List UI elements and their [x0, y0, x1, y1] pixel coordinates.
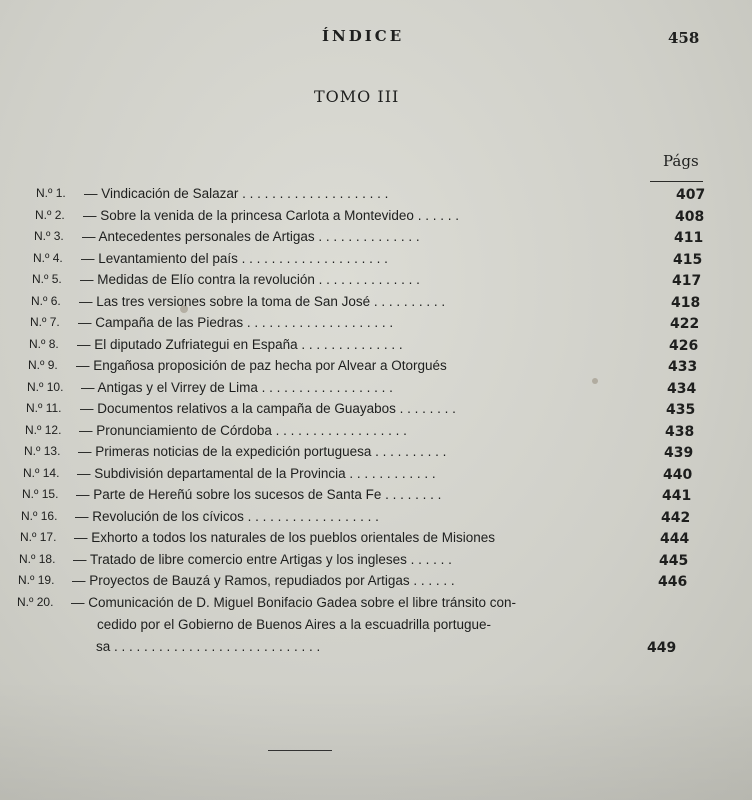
entry-page: 418	[671, 295, 701, 311]
entry-number: N.º 18.	[19, 552, 56, 566]
entry-title: — Pronunciamiento de Córdoba . . . . . . . . . . . . . . . . . .	[79, 423, 407, 438]
entry-title: — Subdivisión departamental de la Provincia . . . . . . . . . . . .	[77, 466, 436, 481]
toc-entry[interactable]	[24, 444, 694, 466]
entry-title: — Campaña de las Piedras . . . . . . . . . . . . . . . . . . . .	[78, 315, 394, 330]
entry-title: — Revolución de los cívicos . . . . . . . . . . . . . . . . . .	[75, 509, 379, 524]
entry-number: N.º 12.	[25, 423, 62, 437]
toc-entry[interactable]	[34, 229, 704, 251]
entry-number: N.º 16.	[21, 509, 58, 523]
toc-entry[interactable]	[20, 530, 690, 552]
entry-title: — Vindicación de Salazar . . . . . . . . . . . . . . . . . . . .	[84, 186, 389, 201]
entry-page: 441	[662, 488, 692, 504]
entry-title: — Sobre la venida de la princesa Carlota a Montevideo . . . . . .	[83, 208, 459, 223]
entry-number: N.º 7.	[30, 315, 60, 329]
entry-title: — El diputado Zufriategui en España . . . . . . . . . . . . . .	[77, 337, 403, 352]
entry-page: 411	[674, 230, 704, 246]
entry-title: — Proyectos de Bauzá y Ramos, repudiados por Artigas . . . . . .	[72, 573, 455, 588]
toc-entry[interactable]	[35, 208, 705, 230]
entry-number: N.º 11.	[26, 401, 62, 415]
entry-page: 438	[665, 424, 695, 440]
entry-number: N.º 15.	[22, 487, 59, 501]
entry-number: N.º 3.	[34, 229, 64, 243]
toc-entry[interactable]	[32, 272, 702, 294]
entry-page: 407	[676, 187, 706, 203]
entry-continuation-line: sa . . . . . . . . . . . . . . . . . . . . . . . . . . . .	[96, 639, 321, 654]
entry-number: N.º 1.	[36, 186, 66, 200]
toc-entry[interactable]	[23, 466, 693, 488]
entry-number: N.º 9.	[28, 358, 58, 372]
toc-entry[interactable]	[36, 186, 706, 208]
entry-title: — Medidas de Elío contra la revolución . . . . . . . . . . . . . .	[80, 272, 420, 287]
entry-page: 435	[666, 402, 696, 418]
entry-page: 422	[670, 316, 700, 332]
toc-entry[interactable]	[30, 315, 700, 337]
entry-page: 417	[672, 273, 702, 289]
toc-entry[interactable]	[26, 401, 696, 423]
entry-number: N.º 4.	[33, 251, 63, 265]
page-number: 458	[668, 29, 700, 47]
entry-title: — Antigas y el Virrey de Lima . . . . . . . . . . . . . . . . . .	[81, 380, 393, 395]
entry-page: 449	[647, 640, 677, 656]
running-head: ÍNDICE	[322, 27, 405, 45]
entry-title: — Comunicación de D. Miguel Bonifacio Gadea sobre el libre tránsito con-	[71, 595, 516, 610]
entry-page: 445	[659, 553, 689, 569]
volume-title: TOMO III	[314, 87, 400, 106]
entry-page: 415	[673, 252, 703, 268]
entry-page: 439	[664, 445, 694, 461]
toc-entry[interactable]	[25, 423, 695, 445]
entry-page: 426	[669, 338, 699, 354]
toc-entry[interactable]	[27, 380, 697, 402]
entry-page: 442	[661, 510, 691, 526]
entry-page: 433	[668, 359, 698, 375]
entry-title: — Parte de Hereñú sobre los sucesos de Santa Fe . . . . . . . .	[76, 487, 442, 502]
entry-number: N.º 2.	[35, 208, 65, 222]
entry-page: 444	[660, 531, 690, 547]
entry-number: N.º 14.	[23, 466, 60, 480]
entry-number: N.º 13.	[24, 444, 61, 458]
entry-title: — Tratado de libre comercio entre Artigas y los ingleses . . . . . .	[73, 552, 452, 567]
toc-entry[interactable]	[17, 595, 687, 617]
entry-title: — Las tres versiones sobre la toma de San José . . . . . . . . . .	[79, 294, 446, 309]
entry-title: — Primeras noticias de la expedición portuguesa . . . . . . . . . .	[78, 444, 447, 459]
entry-title: — Documentos relativos a la campaña de Guayabos . . . . . . . .	[80, 401, 456, 416]
entry-page: 446	[658, 574, 688, 590]
end-rule	[268, 750, 332, 751]
entry-number: N.º 6.	[31, 294, 61, 308]
entry-page: 440	[663, 467, 693, 483]
toc-entry[interactable]	[18, 573, 688, 595]
entry-continuation-line: cedido por el Gobierno de Buenos Aires a la escuadrilla portugue-	[97, 617, 491, 632]
pages-column-label: Págs	[663, 152, 699, 170]
entry-number: N.º 17.	[20, 530, 57, 544]
toc-entry[interactable]	[22, 487, 692, 509]
entry-number: N.º 10.	[27, 380, 64, 394]
toc-entry[interactable]	[21, 509, 691, 531]
entry-number: N.º 5.	[32, 272, 62, 286]
entry-number: N.º 8.	[29, 337, 59, 351]
entry-number: N.º 19.	[18, 573, 55, 587]
toc-entry[interactable]	[33, 251, 703, 273]
entry-title: — Exhorto a todos los naturales de los pueblos orientales de Misiones	[74, 530, 495, 545]
entry-number: N.º 20.	[17, 595, 54, 609]
entry-title: — Levantamiento del país . . . . . . . . . . . . . . . . . . . .	[81, 251, 388, 266]
toc-entry[interactable]	[29, 337, 699, 359]
entry-page: 434	[667, 381, 697, 397]
toc-entry[interactable]	[19, 552, 689, 574]
entry-page: 408	[675, 209, 705, 225]
entry-title: — Antecedentes personales de Artigas . . . . . . . . . . . . . .	[82, 229, 420, 244]
toc-entry[interactable]	[28, 358, 698, 380]
entry-title: — Engañosa proposición de paz hecha por Alvear a Otorgués	[76, 358, 447, 373]
toc-entry[interactable]	[31, 294, 701, 316]
